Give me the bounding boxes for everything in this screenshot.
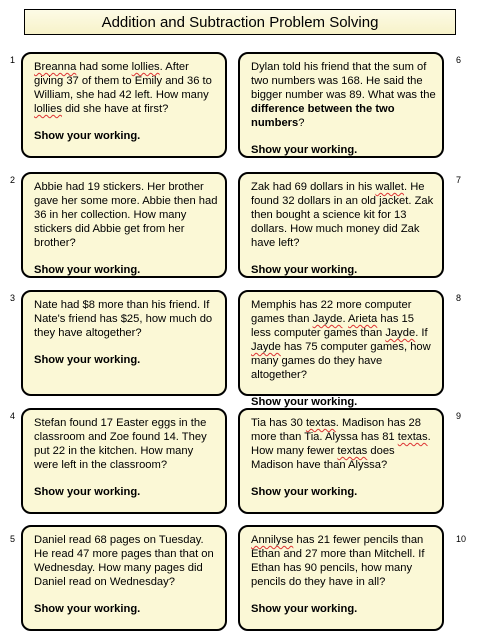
problem-number: 10 (456, 534, 467, 544)
show-working-label: Show your working. (34, 130, 141, 142)
problem-text: Daniel read 68 pages on Tuesday. He read 47 more pages than that on Wednesday. How many pages did Daniel read on Wednesday? (34, 534, 214, 588)
show-working-label: Show your working. (251, 396, 358, 408)
show-working-label: Show your working. (251, 264, 358, 276)
problem-card-1 (21, 52, 227, 158)
problem-text: Dylan told his friend that the sum of two numbers was 168. He said the bigger number was 89. What was the difference between the two numbers? (251, 61, 436, 129)
show-working-label: Show your working. (251, 603, 358, 615)
problem-card-9 (238, 408, 444, 514)
worksheet-title: Addition and Subtraction Problem Solving (24, 9, 456, 35)
problem-card-2 (21, 172, 227, 278)
problem-number: 9 (456, 411, 462, 421)
problem-number: 3 (10, 293, 16, 303)
problem-text: Breanna had some lollies. After giving 37 of them to Emily and 36 to William, she had 42 left. How many lollies did she have at first? (34, 61, 212, 115)
problem-text: Zak had 69 dollars in his wallet. He found 32 dollars in an old jacket. Zak then bought a science kit for 13 dollars. How much money did Zak have left? (251, 181, 434, 249)
problem-card-3 (21, 290, 227, 396)
problem-number: 1 (10, 55, 16, 65)
problem-number: 8 (456, 293, 462, 303)
problem-card-5 (21, 525, 227, 631)
problem-card-4 (21, 408, 227, 514)
problem-number: 4 (10, 411, 16, 421)
problem-text: Stefan found 17 Easter eggs in the classroom and Zoe found 14. They put 22 in the kitchen. How many were left in the classroom? (34, 417, 207, 471)
show-working-label: Show your working. (251, 486, 358, 498)
show-working-label: Show your working. (34, 603, 141, 615)
problem-text: Nate had $8 more than his friend. If Nate's friend has $25, how much do they have altogether? (34, 299, 213, 339)
problem-text: Tia has 30 textas. Madison has 28 more than Tia. Alyssa has 81 textas. How many fewer textas does Madison have than Alyssa? (251, 417, 431, 471)
problem-card-6 (238, 52, 444, 158)
show-working-label: Show your working. (251, 144, 358, 156)
problem-card-7 (238, 172, 444, 278)
problem-text: Annilyse has 21 fewer pencils than Ethan and 27 more than Mitchell. If Ethan has 90 pencils, how many pencils do they have in all? (251, 534, 425, 588)
show-working-label: Show your working. (34, 354, 141, 366)
show-working-label: Show your working. (34, 264, 141, 276)
problem-number: 5 (10, 534, 16, 544)
problem-card-8 (238, 290, 444, 408)
problem-text: Memphis has 22 more computer games than Jayde. Arieta has 15 less computer games than Jayde. If Jayde has 75 computer games, how many games do they have altogether? (251, 299, 431, 381)
problem-number: 6 (456, 55, 462, 65)
show-working-label: Show your working. (34, 486, 141, 498)
problem-text: Abbie had 19 stickers. Her brother gave her some more. Abbie then had 36 in her collection. How many stickers did Abbie get from her brother? (34, 181, 218, 249)
problem-number: 7 (456, 175, 462, 185)
problem-number: 2 (10, 175, 16, 185)
problem-card-10 (238, 525, 444, 631)
